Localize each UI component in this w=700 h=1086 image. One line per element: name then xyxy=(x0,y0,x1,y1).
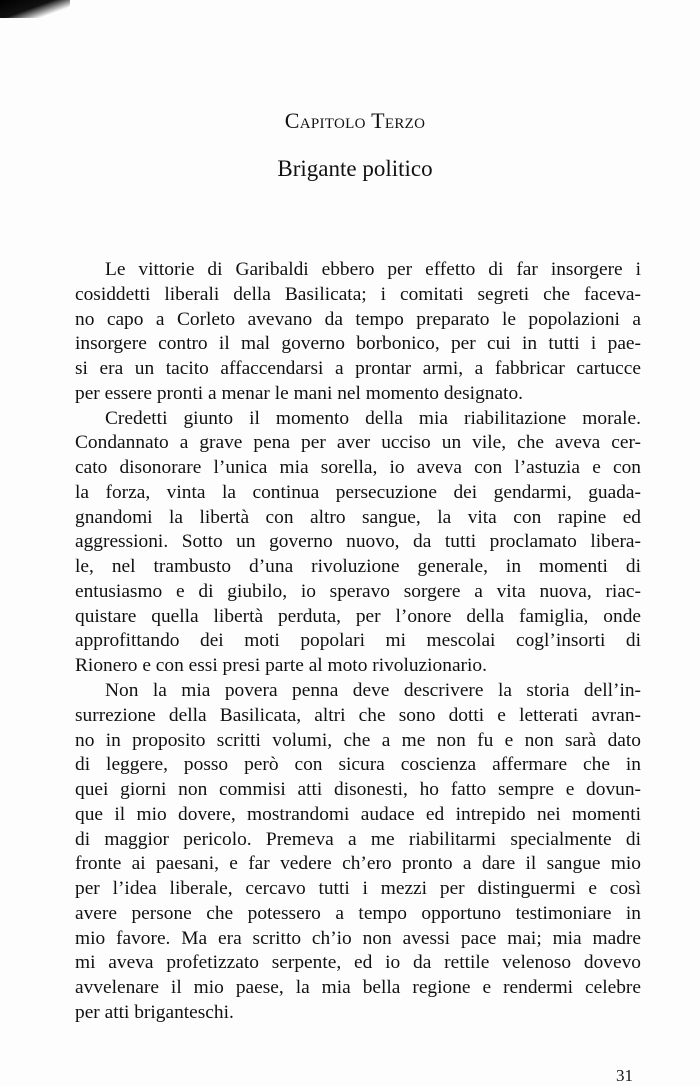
text-line: per atti briganteschi. xyxy=(75,1001,234,1023)
scan-shadow xyxy=(0,0,70,18)
text-line: per essere pronti a menar le mani nel momento designato. xyxy=(75,382,523,404)
text-line: approfittando dei moti popolari mi mescolai cogl’insorti di xyxy=(75,630,641,652)
text-line: Credetti giunto il momento della mia riabilitazione morale. xyxy=(105,407,641,429)
text-line: avere persone che potessero a tempo opportuno testimoniare in xyxy=(75,902,641,924)
text-line: per l’idea liberale, cercavo tutti i mezzi per distinguermi e così xyxy=(75,878,641,900)
text-line: insorgere contro il mal governo borbonico, per cui in tutti i pae- xyxy=(75,333,641,355)
text-line: aggressioni. Sotto un governo nuovo, da tutti proclamato libera- xyxy=(75,531,641,553)
text-line: avvelenare il mio paese, la mia bella regione e rendermi celebre xyxy=(75,977,641,999)
text-line: quei giorni non commisi atti disonesti, ho fatto sempre e dovun- xyxy=(75,779,641,801)
text-line: le, nel trambusto d’una rivoluzione generale, in momenti di xyxy=(75,556,641,578)
text-line: di leggere, posso però con sicura coscienza affermare che in xyxy=(75,754,641,776)
text-line: Le vittorie di Garibaldi ebbero per effetto di far insorgere i xyxy=(105,259,641,280)
page-number: 31 xyxy=(616,1066,633,1085)
text-line: Condannato a grave pena per aver ucciso un vile, che aveva cer- xyxy=(75,432,641,454)
text-line: Non la mia povera penna deve descrivere la storia dell’in- xyxy=(105,680,641,702)
text-line: surrezione della Basilicata, altri che sono dotti e letterati avran- xyxy=(75,704,641,726)
chapter-heading: Capitolo Terzo xyxy=(284,108,426,133)
body-text xyxy=(75,258,641,1026)
text-line: fronte ai paesani, e far vedere ch’ero pronto a dare il sangue mio xyxy=(75,853,641,875)
text-line: Rionero e con essi presi parte al moto rivoluzionario. xyxy=(75,655,487,677)
text-line: no capo a Corleto avevano da tempo preparato le popolazioni a xyxy=(75,308,641,330)
text-line: que il mio dovere, mostrandomi audace ed intrepido nei momenti xyxy=(75,803,641,825)
text-line: mi aveva profetizzato serpente, ed io da rettile velenoso dovevo xyxy=(75,952,641,974)
text-line: no in proposito scritti volumi, che a me non fu e non sarà dato xyxy=(75,729,641,751)
text-line: di maggior pericolo. Premeva a me riabilitarmi specialmente di xyxy=(75,828,641,850)
text-line: mio favore. Ma era scritto ch’io non avessi pace mai; mia madre xyxy=(75,927,641,949)
chapter-title: Brigante politico xyxy=(277,156,433,181)
text-line: quistare quella libertà perduta, per l’onore della famiglia, onde xyxy=(75,605,641,627)
text-line: la forza, vinta la continua persecuzione dei gendarmi, guada- xyxy=(75,481,641,503)
text-line: cato disonorare l’unica mia sorella, io aveva con l’astuzia e con xyxy=(75,457,641,479)
text-line: entusiasmo e di giubilo, io speravo sorgere a vita nuova, riac- xyxy=(75,580,641,602)
text-line: gnandomi la libertà con altro sangue, la vita con rapine ed xyxy=(75,506,641,528)
text-line: cosiddetti liberali della Basilicata; i comitati segreti che faceva- xyxy=(75,283,641,305)
text-line: si era un tacito affaccendarsi a prontar armi, a fabbricar cartucce xyxy=(75,358,641,380)
